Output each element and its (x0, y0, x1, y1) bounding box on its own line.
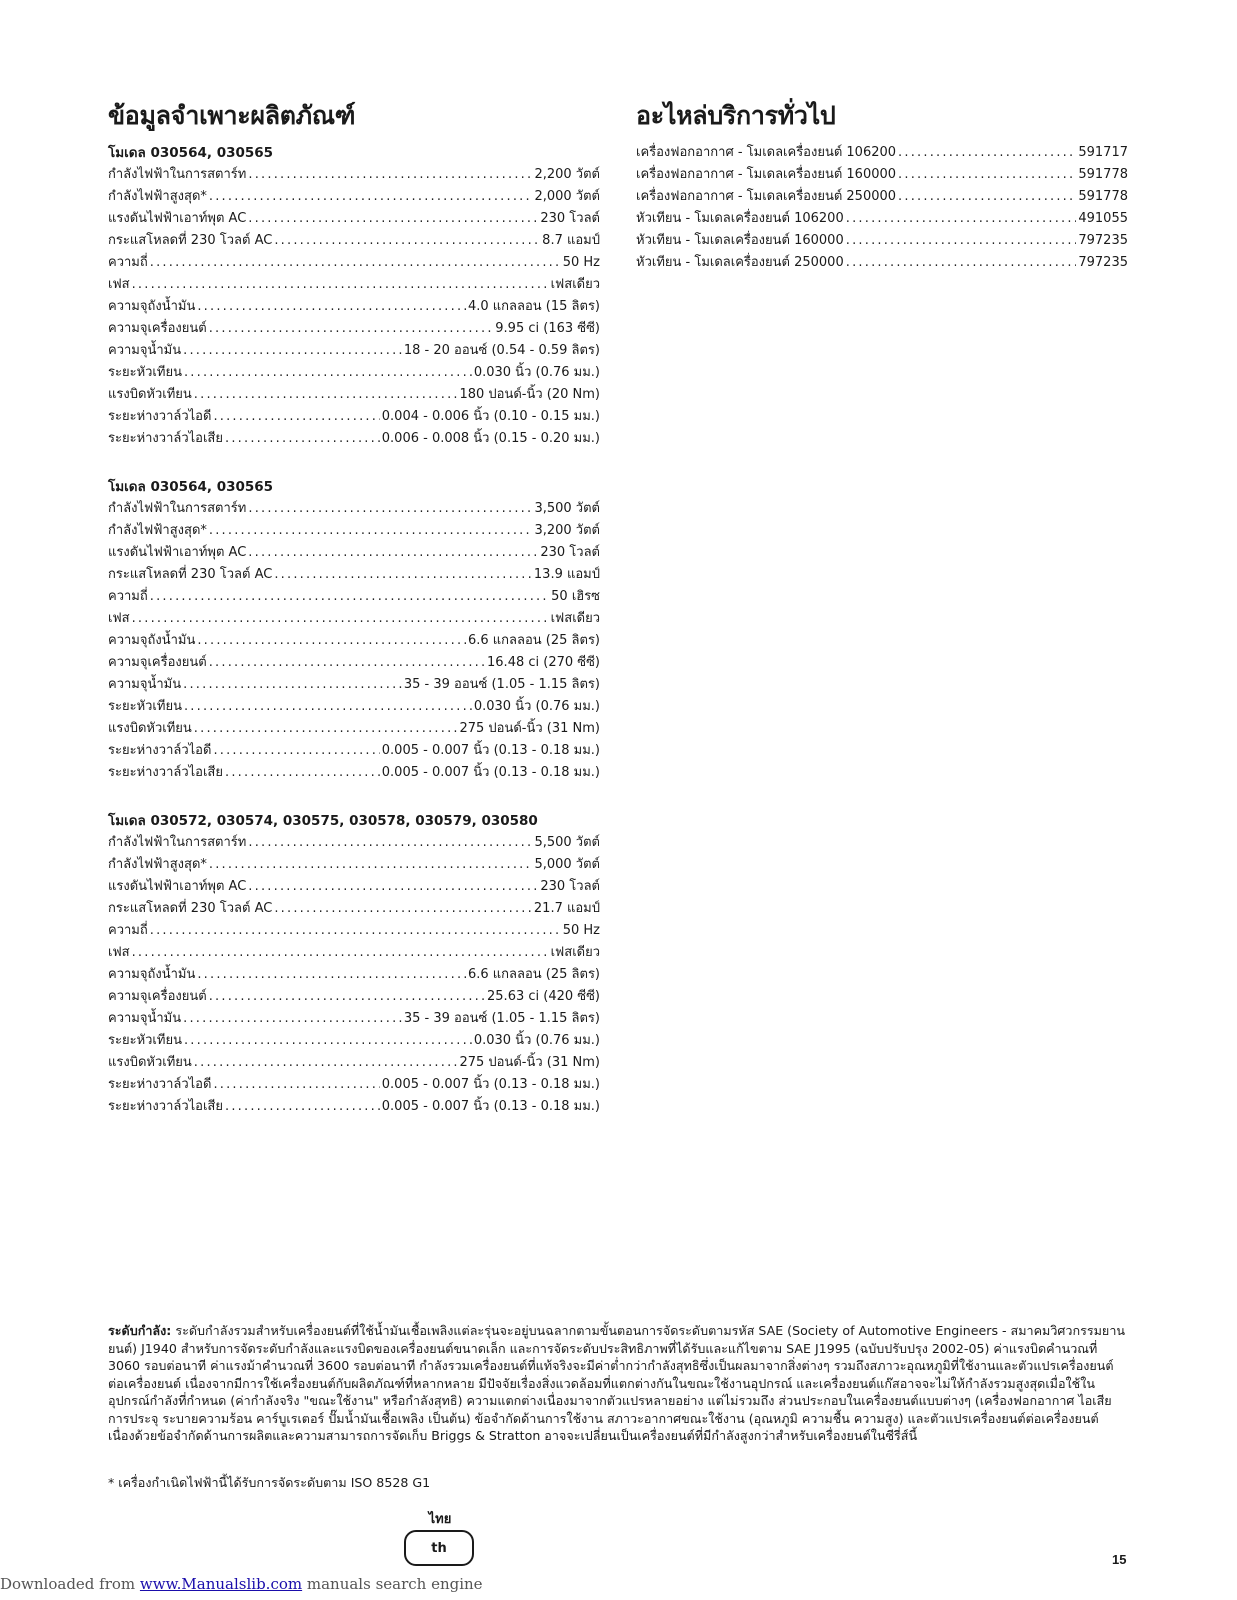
spec-label: ระยะหัวเทียน (108, 699, 182, 714)
spec-group (108, 810, 600, 1118)
spec-label: ระยะห่างวาล์วไอดี (108, 743, 212, 758)
spec-value: 2,200 วัตต์ (534, 167, 600, 182)
spec-value: 5,500 วัตต์ (534, 835, 600, 850)
spec-row (108, 1074, 600, 1096)
spec-label: ระยะห่างวาล์วไอดี (108, 409, 212, 424)
spec-row (108, 740, 600, 762)
spec-label: กระแสโหลดที่ 230 โวลต์ AC (108, 567, 273, 582)
spec-row (108, 498, 600, 520)
spec-row (108, 586, 600, 608)
spec-label: ระยะห่างวาล์วไอเสีย (108, 1099, 223, 1114)
spec-row (108, 296, 600, 318)
dot-leader (846, 230, 1077, 252)
dot-leader (183, 674, 402, 696)
spec-label: แรงดันไฟฟ้าเอาท์พุต AC (108, 879, 247, 894)
dot-leader (183, 340, 402, 362)
dot-leader (248, 876, 538, 898)
dot-leader (225, 1096, 380, 1118)
spec-value: 16.48 ci (270 ซีซี) (487, 655, 600, 670)
spec-row (108, 186, 600, 208)
model-title: โมเดล 030564, 030565 (108, 145, 274, 161)
spec-row (108, 762, 600, 784)
spec-label: หัวเทียน - โมเดลเครื่องยนต์ 250000 (636, 255, 844, 270)
manualslib-link[interactable]: www.Manualslib.com (139, 1575, 303, 1593)
spec-label: ระยะหัวเทียน (108, 365, 182, 380)
spec-label: ความจุน้ำมัน (108, 677, 182, 692)
spec-value: 0.005 - 0.007 นิ้ว (0.13 - 0.18 มม.) (381, 765, 600, 780)
spec-value: 50 เฮิรซ (551, 589, 600, 604)
spec-value: 491055 (1078, 211, 1128, 226)
spec-label: หัวเทียน - โมเดลเครื่องยนต์ 160000 (636, 233, 844, 248)
spec-row (108, 164, 600, 186)
spec-value: 0.005 - 0.007 นิ้ว (0.13 - 0.18 มม.) (381, 1099, 600, 1114)
spec-label: กำลังไฟฟ้าสูงสุด* (108, 857, 207, 872)
spec-label: แรงดันไฟฟ้าเอาท์พุต AC (108, 211, 247, 226)
spec-value: 591717 (1078, 145, 1128, 160)
spec-groups (108, 142, 600, 1118)
spec-value: 6.6 แกลลอน (25 ลิตร) (467, 633, 600, 648)
dot-leader (248, 832, 532, 854)
dot-leader (184, 1030, 472, 1052)
spec-value: 50 Hz (562, 255, 600, 270)
spec-label: ระยะห่างวาล์วไอดี (108, 1077, 212, 1092)
spec-label: ความถี่ (108, 923, 148, 938)
service-parts-column (636, 100, 1128, 274)
dot-leader (209, 318, 494, 340)
spec-label: แรงดันไฟฟ้าเอาท์พุต AC (108, 545, 247, 560)
spec-row (108, 274, 600, 296)
part-row (636, 208, 1128, 230)
dot-leader (209, 854, 533, 876)
dot-leader (150, 920, 561, 942)
dot-leader (248, 542, 538, 564)
model-title: โมเดล 030564, 030565 (108, 479, 274, 495)
spec-label: แรงบิดหัวเทียน (108, 721, 192, 736)
spec-value: 797235 (1078, 255, 1128, 270)
spec-value: 8.7 แอมป์ (542, 233, 600, 248)
parts-list (636, 142, 1128, 274)
dot-leader (846, 208, 1077, 230)
spec-row (108, 520, 600, 542)
spec-row (108, 1096, 600, 1118)
dot-leader (194, 718, 458, 740)
spec-row (108, 942, 600, 964)
spec-value: 591778 (1078, 189, 1128, 204)
spec-row (108, 208, 600, 230)
spec-label: กำลังไฟฟ้าสูงสุด* (108, 523, 207, 538)
dot-leader (184, 696, 472, 718)
iso-footnote: * เครื่องกำเนิดไฟฟ้านี้ได้รับการจัดระดับตาม ISO 8528 G1 (108, 1475, 431, 1490)
dot-leader (898, 142, 1076, 164)
dot-leader (248, 498, 532, 520)
spec-label: ความจุเครื่องยนต์ (108, 321, 207, 336)
dot-leader (209, 652, 485, 674)
spec-row (108, 876, 600, 898)
dot-leader (213, 1074, 379, 1096)
dot-leader (150, 586, 549, 608)
spec-label: หัวเทียน - โมเดลเครื่องยนต์ 106200 (636, 211, 844, 226)
power-rating-note (108, 1322, 1128, 1445)
spec-label: ความถี่ (108, 255, 148, 270)
dot-leader (213, 406, 379, 428)
dot-leader (194, 1052, 458, 1074)
dot-leader (274, 564, 532, 586)
service-parts-title: อะไหล่บริการทั่วไป (636, 101, 836, 130)
specifications-column (108, 100, 600, 1144)
dot-leader (274, 898, 532, 920)
spec-value: เฟสเดียว (550, 945, 600, 960)
spec-row (108, 964, 600, 986)
spec-row (108, 652, 600, 674)
spec-label: ความถี่ (108, 589, 148, 604)
spec-group (108, 142, 600, 450)
spec-value: 275 ปอนด์-นิ้ว (31 Nm) (459, 1055, 600, 1070)
page-number: 15 (1112, 1552, 1127, 1567)
spec-value: 0.006 - 0.008 นิ้ว (0.15 - 0.20 มม.) (381, 431, 600, 446)
spec-label: ความจุถังน้ำมัน (108, 299, 196, 314)
part-row (636, 186, 1128, 208)
dot-leader (225, 762, 380, 784)
spec-row (108, 340, 600, 362)
spec-label: ความจุน้ำมัน (108, 1011, 182, 1026)
part-row (636, 230, 1128, 252)
spec-value: 0.005 - 0.007 นิ้ว (0.13 - 0.18 มม.) (381, 743, 600, 758)
dot-leader (132, 942, 549, 964)
dot-leader (846, 252, 1077, 274)
spec-row (108, 854, 600, 876)
spec-label: กำลังไฟฟ้าสูงสุด* (108, 189, 207, 204)
dot-leader (248, 164, 532, 186)
dot-leader (132, 274, 549, 296)
spec-row (108, 230, 600, 252)
spec-value: 18 - 20 ออนซ์ (0.54 - 0.59 ลิตร) (403, 343, 600, 358)
dot-leader (209, 186, 533, 208)
dot-leader (209, 986, 485, 1008)
spec-row (108, 696, 600, 718)
spec-value: 21.7 แอมป์ (533, 901, 600, 916)
dot-leader (194, 384, 458, 406)
dot-leader (898, 164, 1076, 186)
dot-leader (197, 296, 466, 318)
spec-row (108, 428, 600, 450)
spec-value: 35 - 39 ออนซ์ (1.05 - 1.15 ลิตร) (403, 677, 600, 692)
spec-row (108, 564, 600, 586)
spec-label: กำลังไฟฟ้าในการสตาร์ท (108, 835, 247, 850)
spec-value: 0.005 - 0.007 นิ้ว (0.13 - 0.18 มม.) (381, 1077, 600, 1092)
spec-row (108, 406, 600, 428)
spec-value: 6.6 แกลลอน (25 ลิตร) (467, 967, 600, 982)
dot-leader (150, 252, 561, 274)
dot-leader (213, 740, 379, 762)
spec-label: กระแสโหลดที่ 230 โวลต์ AC (108, 901, 273, 916)
spec-row (108, 718, 600, 740)
spec-label: ระยะหัวเทียน (108, 1033, 182, 1048)
spec-row (108, 318, 600, 340)
dot-leader (197, 964, 466, 986)
spec-label: ความจุเครื่องยนต์ (108, 989, 207, 1004)
spec-value: 0.030 นิ้ว (0.76 มม.) (473, 365, 600, 380)
spec-label: ความจุน้ำมัน (108, 343, 182, 358)
spec-label: ระยะห่างวาล์วไอเสีย (108, 431, 223, 446)
spec-value: 5,000 วัตต์ (534, 857, 600, 872)
dot-leader (225, 428, 380, 450)
part-row (636, 164, 1128, 186)
spec-value: 2,000 วัตต์ (534, 189, 600, 204)
part-row (636, 142, 1128, 164)
spec-row (108, 384, 600, 406)
part-row (636, 252, 1128, 274)
spec-label: แรงบิดหัวเทียน (108, 387, 192, 402)
spec-value: เฟสเดียว (550, 611, 600, 626)
spec-label: กำลังไฟฟ้าในการสตาร์ท (108, 167, 247, 182)
spec-row (108, 608, 600, 630)
spec-row (108, 832, 600, 854)
spec-value: 35 - 39 ออนซ์ (1.05 - 1.15 ลิตร) (403, 1011, 600, 1026)
specifications-title: ข้อมูลจำเพาะผลิตภัณฑ์ (108, 101, 356, 130)
download-prefix: Downloaded from (0, 1575, 140, 1593)
spec-row (108, 1030, 600, 1052)
spec-row (108, 920, 600, 942)
spec-value: 9.95 ci (163 ซีซี) (495, 321, 600, 336)
spec-row (108, 1052, 600, 1074)
dot-leader (197, 630, 466, 652)
spec-value: 4.0 แกลลอน (15 ลิตร) (467, 299, 600, 314)
download-suffix: manuals search engine (302, 1575, 483, 1593)
spec-value: 13.9 แอมป์ (533, 567, 600, 582)
spec-label: เฟส (108, 277, 130, 292)
spec-value: 50 Hz (562, 923, 600, 938)
spec-value: 275 ปอนด์-นิ้ว (31 Nm) (459, 721, 600, 736)
spec-row (108, 362, 600, 384)
power-rating-text: ระดับกำลังรวมสำหรับเครื่องยนต์ที่ใช้น้ำมันเชื้อเพลิงแต่ละรุ่นจะอยู่บนฉลากตามขั้นตอนการจัดระดับตามรหัส SAE (Society of Automotive Engineers - สมาคมวิศวกรรมยานยนต์) J1940 สำหรับการจัดระดับกำลังและแรงบิดของเครื่องยนต์ขนาดเล็ก และการจัดระดับประสิทธิภาพที่ได้รับและแก้ไขตาม SAE J1995 (ฉบับปรับปรุง 2002-05) ค่าแรงบิดคำนวณที่ 3060 รอบต่อนาที ค่าแรงม้าคำนวณที่ 3600 รอบต่อนาที กำลังรวมเครื่องยนต์ที่แท้จริงจะมีค่าต่ำกว่ากำลังสุทธิซึ่งเป็นผลมาจากสิ่งต่างๆ รวมถึงสภาวะอุณหภูมิที่ใช้งานและตัวแปรเครื่องยนต์ต่อเครื่องยนต์ เนื่องจากมีการใช้เครื่องยนต์กับผลิตภัณฑ์ที่หลากหลาย มีปัจจัยเรื่องสิ่งแวดล้อมที่แตกต่างกันในขณะใช้งานอุปกรณ์ และเครื่องยนต์แก๊สอาจจะไม่ให้กำลังรวมสูงสุดเมื่อใช้ในอุปกรณ์กำลังที่กำหนด (ค่ากำลังจริง "ขณะใช้งาน" หรือกำลังสุทธิ) ความแตกต่างเนื่องมาจากตัวแปรหลายอย่าง แต่ไม่รวมถึง ส่วนประกอบในเครื่องยนต์แบบต่างๆ (เครื่องฟอกอากาศ ไอเสีย การประจุ ระบายความร้อน คาร์บูเรเตอร์ ปั๊มน้ำมันเชื้อเพลิง เป็นต้น) ข้อจำกัดด้านการใช้งาน สภาวะอากาศขณะใช้งาน (อุณหภูมิ ความชื้น ความสูง) และตัวแปรเครื่องยนต์ต่อเครื่องยนต์ เนื่องด้วยข้อจำกัดด้านการผลิตและความสามารถการจัดเก็บ Briggs & Stratton อาจจะเปลี่ยนเป็นเครื่องยนต์ที่มีกำลังสูงกว่าสำหรับเครื่องยนต์ในซีรี่ส์นี้ (108, 1323, 1125, 1443)
spec-value: 230 โวลต์ (540, 879, 600, 894)
spec-label: เฟส (108, 611, 130, 626)
power-rating-label: ระดับกำลัง: (108, 1323, 172, 1338)
spec-row (108, 674, 600, 696)
spec-label: เครื่องฟอกอากาศ - โมเดลเครื่องยนต์ 106200 (636, 145, 897, 160)
spec-label: ความจุเครื่องยนต์ (108, 655, 207, 670)
dot-leader (209, 520, 533, 542)
dot-leader (898, 186, 1076, 208)
dot-leader (248, 208, 538, 230)
spec-row (108, 986, 600, 1008)
spec-label: ระยะห่างวาล์วไอเสีย (108, 765, 223, 780)
spec-value: 797235 (1078, 233, 1128, 248)
language-label: ไทย (428, 1512, 452, 1527)
spec-value: 180 ปอนด์-นิ้ว (20 Nm) (459, 387, 600, 402)
spec-group (108, 476, 600, 784)
spec-label: แรงบิดหัวเทียน (108, 1055, 192, 1070)
spec-label: เฟส (108, 945, 130, 960)
spec-value: 25.63 ci (420 ซีซี) (487, 989, 600, 1004)
spec-value: 591778 (1078, 167, 1128, 182)
spec-row (108, 898, 600, 920)
spec-row (108, 630, 600, 652)
dot-leader (183, 1008, 402, 1030)
download-bar (0, 1575, 483, 1593)
spec-label: เครื่องฟอกอากาศ - โมเดลเครื่องยนต์ 250000 (636, 189, 897, 204)
dot-leader (132, 608, 549, 630)
spec-value: 3,500 วัตต์ (534, 501, 600, 516)
spec-value: 0.030 นิ้ว (0.76 มม.) (473, 699, 600, 714)
spec-value: 230 โวลต์ (540, 545, 600, 560)
spec-row (108, 1008, 600, 1030)
dot-leader (184, 362, 472, 384)
spec-value: 3,200 วัตต์ (534, 523, 600, 538)
dot-leader (274, 230, 540, 252)
spec-value: 0.004 - 0.006 นิ้ว (0.10 - 0.15 มม.) (381, 409, 600, 424)
spec-row (108, 252, 600, 274)
spec-value: 230 โวลต์ (540, 211, 600, 226)
spec-label: ความจุถังน้ำมัน (108, 967, 196, 982)
language-badge: th (404, 1530, 474, 1566)
spec-label: เครื่องฟอกอากาศ - โมเดลเครื่องยนต์ 160000 (636, 167, 897, 182)
spec-label: ความจุถังน้ำมัน (108, 633, 196, 648)
spec-value: 0.030 นิ้ว (0.76 มม.) (473, 1033, 600, 1048)
spec-row (108, 542, 600, 564)
spec-label: กำลังไฟฟ้าในการสตาร์ท (108, 501, 247, 516)
model-title: โมเดล 030572, 030574, 030575, 030578, 030579, 030580 (108, 813, 538, 829)
spec-label: กระแสโหลดที่ 230 โวลต์ AC (108, 233, 273, 248)
spec-value: เฟสเดียว (550, 277, 600, 292)
